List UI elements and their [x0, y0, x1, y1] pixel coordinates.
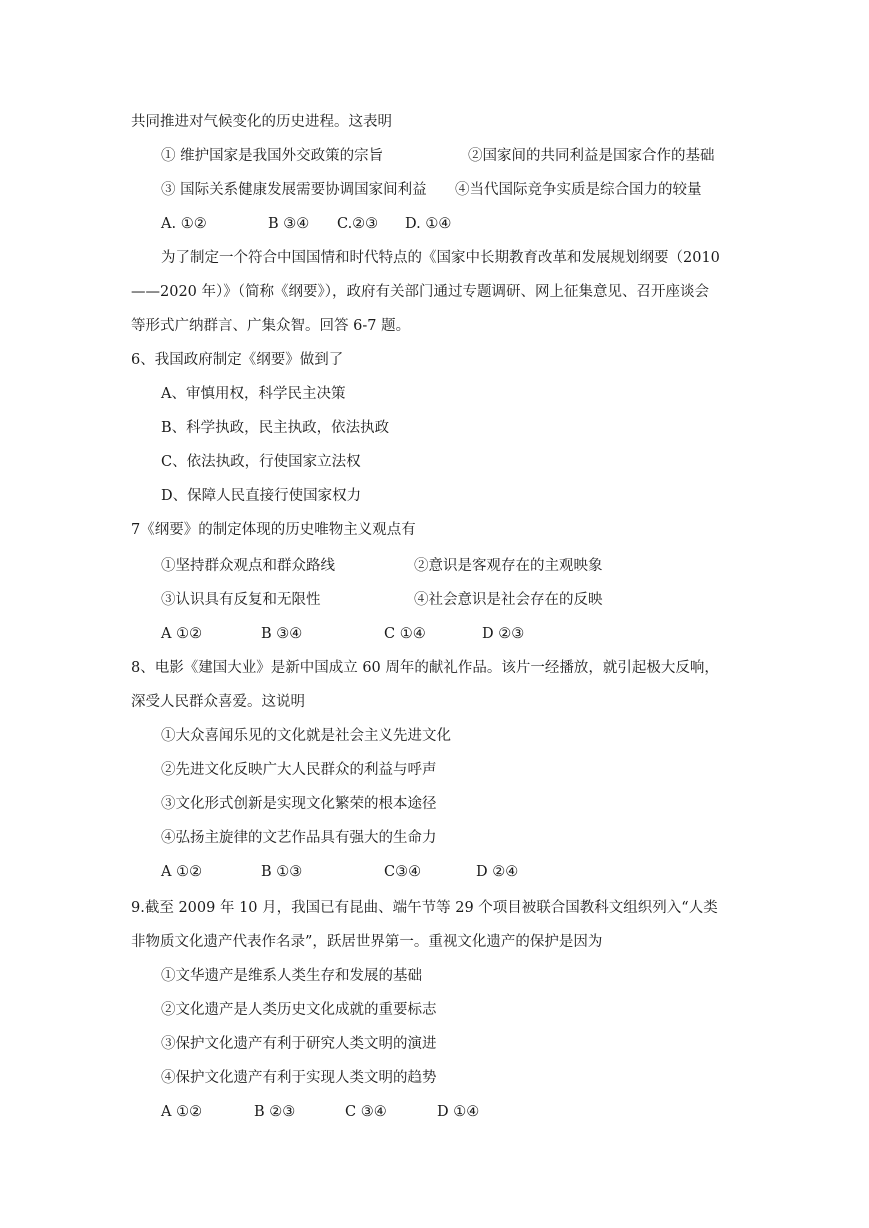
question-8-option-3: ③文化形式创新是实现文化繁荣的根本途径: [161, 796, 437, 812]
question-6-option-d: D、保障人民直接行使国家权力: [161, 488, 362, 504]
question-7-option-4: ④社会意识是社会存在的反映: [414, 592, 603, 608]
answer-b: B ③④: [268, 216, 310, 232]
question-8-answer-c: C③④: [384, 864, 422, 880]
question-8-answer-a: A ①②: [161, 864, 203, 880]
question-9-option-1: ①文华遗产是维系人类生存和发展的基础: [161, 968, 422, 984]
question-7-answer-a: A ①②: [161, 626, 203, 642]
passage-line-2: ——2020 年）》（简称《纲要》），政府有关部门通过专题调研、网上征集意见、召开座谈会: [131, 284, 710, 300]
answer-a: A. ①②: [161, 216, 207, 232]
question-7-answer-d: D ②③: [482, 626, 525, 642]
question-9-stem-line-2: 非物质文化遗产代表作名录”，跃居世界第一。重视文化遗产的保护是因为: [131, 934, 603, 950]
question-8-option-1: ①大众喜闻乐见的文化就是社会主义先进文化: [161, 728, 451, 744]
option-4: ④当代国际竞争实质是综合国力的较量: [455, 182, 702, 198]
passage-line-1: 为了制定一个符合中国国情和时代特点的《国家中长期教育改革和发展规划纲要（2010: [161, 250, 720, 266]
question-6-option-b: B、科学执政，民主执政，依法执政: [161, 420, 390, 436]
question-8-option-2: ②先进文化反映广大人民群众的利益与呼声: [161, 762, 437, 778]
answer-c: C.②③: [337, 216, 379, 232]
question-9-option-2: ②文化遗产是人类历史文化成就的重要标志: [161, 1002, 437, 1018]
question-9-answer-d: D ①④: [437, 1104, 480, 1120]
question-9-option-3: ③保护文化遗产有利于研究人类文明的演进: [161, 1036, 437, 1052]
question-8-stem-line-2: 深受人民群众喜爱。这说明: [131, 694, 305, 710]
question-6-stem: 6、我国政府制定《纲要》做到了: [131, 352, 344, 368]
question-7-answer-c: C ①④: [384, 626, 426, 642]
option-1: ① 维护国家是我国外交政策的宗旨: [161, 148, 384, 164]
question-9-answer-a: A ①②: [161, 1104, 203, 1120]
question-9-option-4: ④保护文化遗产有利于实现人类文明的趋势: [161, 1070, 437, 1086]
question-8-answer-d: D ②④: [476, 864, 519, 880]
question-6-option-c: C、依法执政，行使国家立法权: [161, 454, 361, 470]
question-7-option-3: ③认识具有反复和无限性: [161, 592, 321, 608]
question-stem-continuation: 共同推进对气候变化的历史进程。这表明: [131, 114, 392, 130]
question-7-option-2: ②意识是客观存在的主观映象: [414, 558, 603, 574]
passage-line-3: 等形式广纳群言、广集众智。回答 6-7 题。: [131, 318, 411, 334]
question-6-option-a: A、审慎用权，科学民主决策: [161, 386, 346, 402]
question-9-answer-b: B ②③: [254, 1104, 296, 1120]
question-7-stem: 7《纲要》的制定体现的历史唯物主义观点有: [131, 522, 416, 538]
question-8-option-4: ④弘扬主旋律的文艺作品具有强大的生命力: [161, 830, 437, 846]
option-2: ②国家间的共同利益是国家合作的基础: [468, 148, 715, 164]
question-9-answer-c: C ③④: [345, 1104, 387, 1120]
answer-d: D. ①④: [405, 216, 452, 232]
question-8-stem-line-1: 8、电影《建国大业》是新中国成立 60 周年的献礼作品。该片一经播放，就引起极大反响，: [131, 660, 719, 676]
question-8-answer-b: B ①③: [261, 864, 303, 880]
option-3: ③ 国际关系健康发展需要协调国家间利益: [161, 182, 427, 198]
question-9-stem-line-1: 9.截至 2009 年 10 月，我国已有昆曲、端午节等 29 个项目被联合国教科文组织列入“人类: [131, 900, 718, 916]
question-7-option-1: ①坚持群众观点和群众路线: [161, 558, 335, 574]
question-7-answer-b: B ③④: [261, 626, 303, 642]
